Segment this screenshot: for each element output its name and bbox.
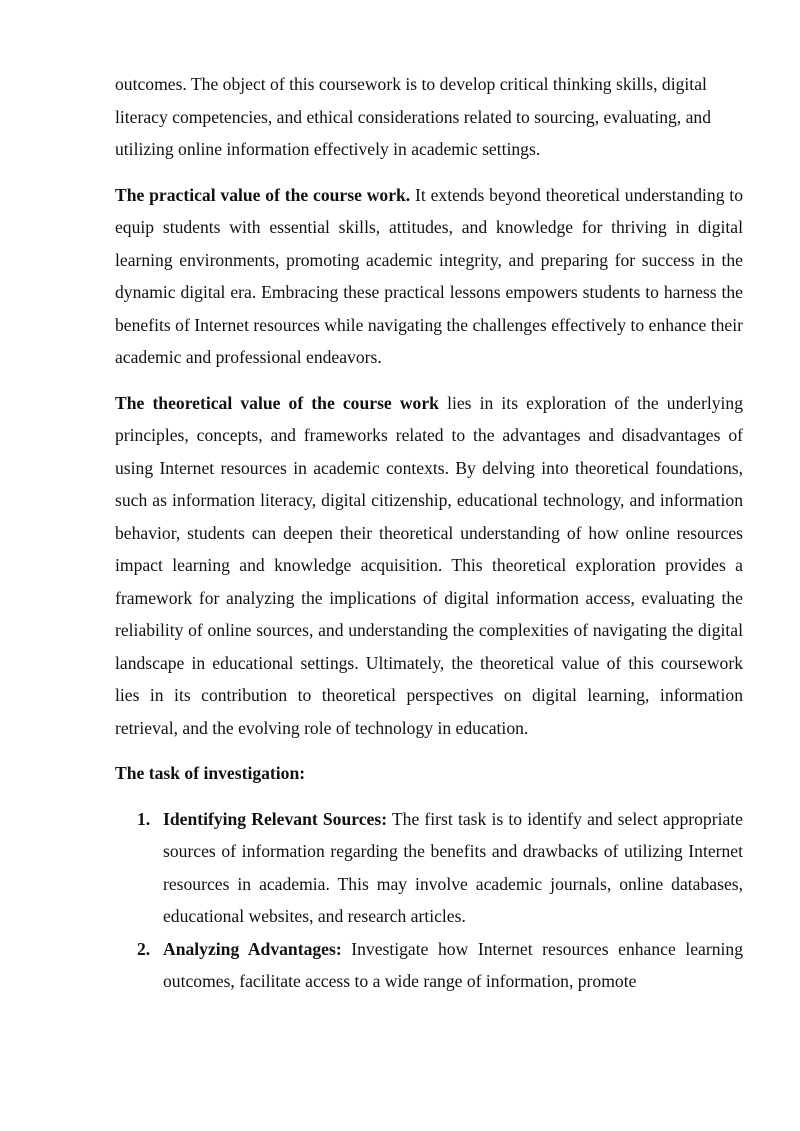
intro-paragraph-text: outcomes. The object of this coursework is to develop critical thinking skills, digital literacy competencies, and ethical considerations related to sourcing, evaluating, and utilizing online information effectively in academic settings. (115, 74, 712, 159)
list-item-number: 1. (137, 808, 151, 829)
tasks-heading: The task of investigation: (115, 763, 306, 783)
tasks-list (115, 803, 743, 998)
practical-value-paragraph (115, 179, 743, 374)
document-page (115, 68, 743, 998)
list-item-text: The first task is to identify and select appropriate sources of information regarding the benefits and drawbacks of utilizing Internet resources in academia. This may involve academic journals, online databases, educational websites, and research articles. (163, 808, 743, 926)
list-item (115, 933, 743, 998)
list-item-title: Analyzing Advantages: (163, 938, 342, 959)
theoretical-value-paragraph (115, 387, 743, 745)
intro-paragraph (115, 68, 743, 166)
list-item-number: 2. (137, 938, 151, 959)
theoretical-value-text: lies in its exploration of the underlying principles, concepts, and frameworks related to the advantages and disadvantages of using Internet resources in academic contexts. By delving into theoretical foundations, such as information literacy, digital citizenship, educational technology, and information behavior, students can deepen their theoretical understanding of how online resources impact learning and knowledge acquisition. This theoretical exploration provides a framework for analyzing the implications of digital information access, evaluating the reliability of online sources, and understanding the complexities of navigating the digital landscape in educational settings. Ultimately, the theoretical value of this coursework lies in its contribution to theoretical perspectives on digital learning, information retrieval, and the evolving role of technology in education. (115, 392, 743, 738)
list-item-title: Identifying Relevant Sources: (163, 808, 388, 829)
practical-value-lead: The practical value of the course work. (115, 184, 411, 205)
list-item (115, 803, 743, 933)
theoretical-value-lead: The theoretical value of the course work (115, 392, 439, 413)
list-item-text: Investigate how Internet resources enhance learning outcomes, facilitate access to a wide range of information, promote (163, 938, 743, 991)
practical-value-text: It extends beyond theoretical understanding to equip students with essential skills, attitudes, and knowledge for thriving in digital learning environments, promoting academic integrity, and preparing for success in the dynamic digital era. Embracing these practical lessons empowers students to harness the benefits of Internet resources while navigating the challenges effectively to enhance their academic and professional endeavors. (115, 184, 743, 367)
